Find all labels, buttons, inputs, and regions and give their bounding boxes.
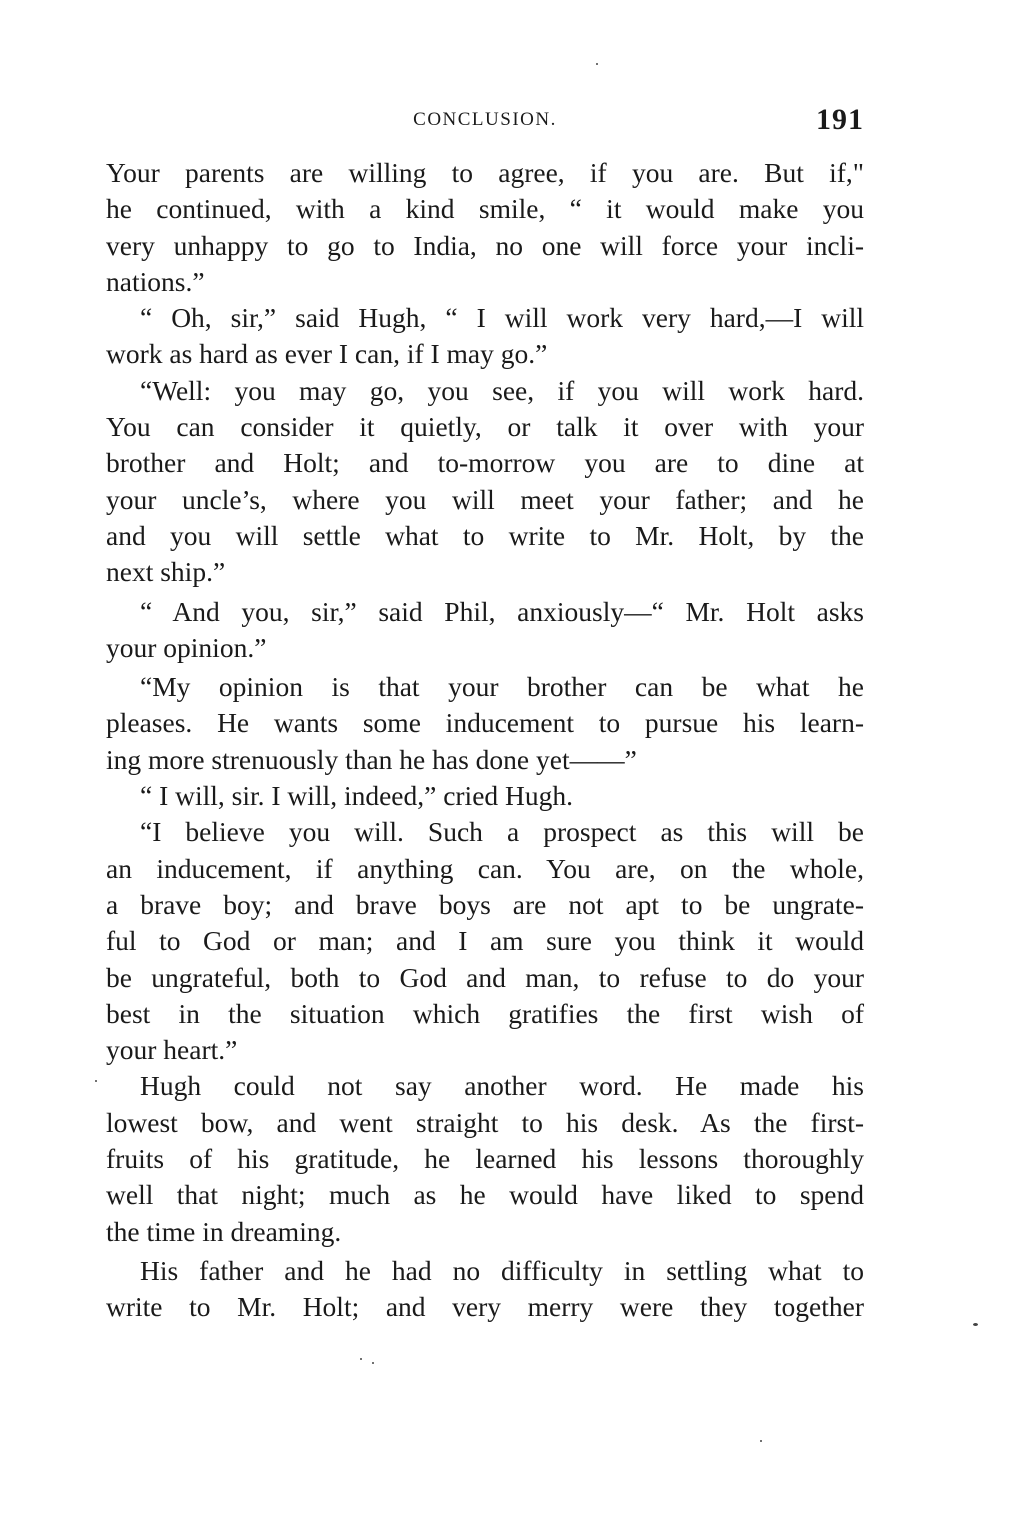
paragraph [106, 155, 864, 300]
text-line: ing more strenuously than he has done yet——” [106, 743, 637, 775]
running-head [106, 103, 864, 137]
text-line: nations.” [106, 265, 205, 297]
body-text [106, 155, 864, 1326]
running-title: CONCLUSION. [413, 109, 557, 130]
text-line: “ Oh, sir,” said Hugh, “ I will work very hard,—I will [140, 302, 864, 334]
scan-speck [760, 1440, 762, 1442]
paragraph [106, 778, 864, 814]
text-line: your heart.” [106, 1034, 238, 1066]
text-line: ful to God or man; and I am sure you think it would [106, 925, 864, 957]
scan-speck [360, 1358, 362, 1360]
text-line: “I believe you will. Such a prospect as this will be [140, 816, 864, 848]
page-number: 191 [816, 103, 864, 136]
paragraph [106, 814, 864, 1068]
text-line: fruits of his gratitude, he learned his lessons thoroughly [106, 1143, 864, 1175]
text-line: best in the situation which gratifies the first wish of [106, 997, 864, 1029]
text-line: “ And you, sir,” said Phil, anxiously—“ Mr. Holt asks [140, 595, 864, 627]
paragraph [106, 594, 864, 667]
text-line: your uncle’s, where you will meet your father; and he [106, 483, 864, 515]
text-line: His father and he had no difficulty in settling what to [140, 1254, 864, 1286]
paragraph [106, 373, 864, 591]
text-line: Your parents are willing to agree, if you are. But if," [106, 157, 864, 188]
scan-speck [596, 63, 598, 65]
text-line: next ship.” [106, 556, 226, 588]
text-line: your opinion.” [106, 631, 267, 663]
text-line: brother and Holt; and to-morrow you are to dine at [106, 447, 864, 479]
text-line: work as hard as ever I can, if I may go.” [106, 338, 548, 370]
paragraph [106, 1068, 864, 1249]
text-line: pleases. He wants some inducement to pursue his learn- [106, 707, 864, 739]
text-line: Hugh could not say another word. He made his [140, 1070, 864, 1102]
text-line: and you will settle what to write to Mr. Holt, by the [106, 519, 864, 551]
text-line: the time in dreaming. [106, 1215, 342, 1247]
text-line: lowest bow, and went straight to his desk. As the first- [106, 1106, 864, 1138]
text-line: he continued, with a kind smile, “ it would make you [106, 193, 864, 225]
text-line: an inducement, if anything can. You are, on the whole, [106, 852, 864, 884]
text-line: “My opinion is that your brother can be what he [140, 671, 864, 703]
scan-speck [372, 1362, 374, 1364]
text-line: well that night; much as he would have liked to spend [106, 1179, 864, 1211]
text-line: very unhappy to go to India, no one will force your incli- [106, 229, 864, 261]
text-line: You can consider it quietly, or talk it over with your [106, 411, 864, 443]
paragraph [106, 669, 864, 778]
scan-speck [95, 1080, 97, 1082]
paragraph [106, 1253, 864, 1326]
text-line: a brave boy; and brave boys are not apt to be ungrate- [106, 888, 864, 920]
paragraph [106, 300, 864, 373]
text-line: “Well: you may go, you see, if you will work hard. [140, 374, 864, 406]
text-line: write to Mr. Holt; and very merry were they together [106, 1291, 864, 1323]
text-line: “ I will, sir. I will, indeed,” cried Hugh. [140, 780, 574, 812]
text-line: be ungrateful, both to God and man, to refuse to do your [106, 961, 864, 993]
scan-speck [973, 1323, 978, 1326]
